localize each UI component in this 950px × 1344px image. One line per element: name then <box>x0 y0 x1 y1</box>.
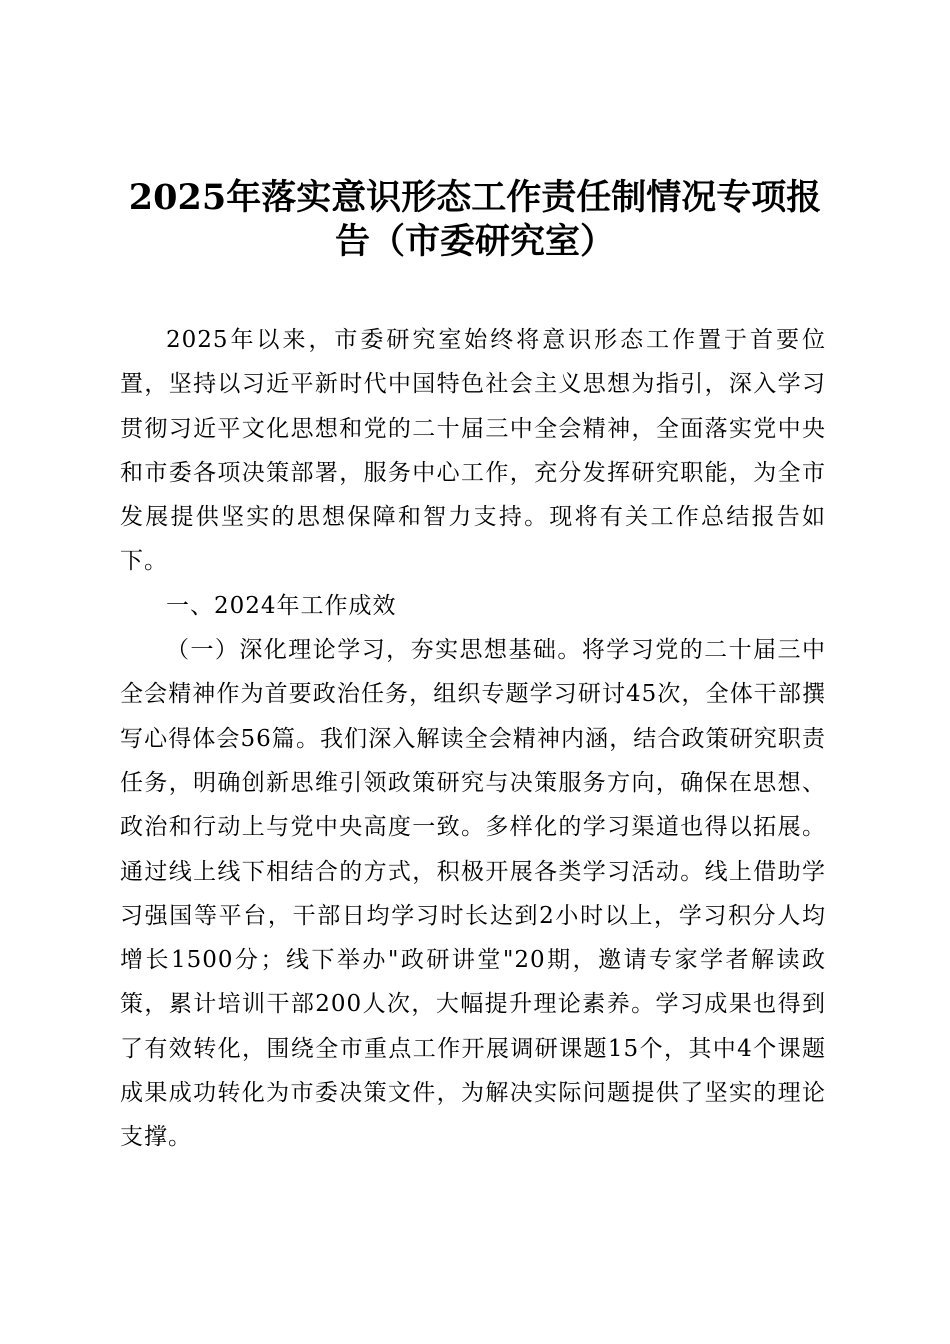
intro-paragraph: 2025年以来，市委研究室始终将意识形态工作置于首要位置，坚持以习近平新时代中国特色社会主义思想为指引，深入学习贯彻习近平文化思想和党的二十届三中全会精神，全面落实党中央和市委各项决策部署，服务中心工作，充分发挥研究职能，为全市发展提供坚实的思想保障和智力支持。现将有关工作总结报告如下。 <box>120 327 826 575</box>
document-body <box>120 318 826 1160</box>
document-title: 2025年落实意识形态工作责任制情况专项报告（市委研究室） <box>128 177 822 262</box>
section-item-paragraph: （一）深化理论学习，夯实思想基础。将学习党的二十届三中全会精神作为首要政治任务，组织专题学习研讨45次，全体干部撰写心得体会56篇。我们深入解读全会精神内涵，结合政策研究职责任务，明确创新思维引领政策研究与决策服务方向，确保在思想、政治和行动上与党中央高度一致。多样化的学习渠道也得以拓展。通过线上线下相结合的方式，积极开展各类学习活动。线上借助学习强国等平台，干部日均学习时长达到2小时以上，学习积分人均增长1500分；线下举办"政研讲堂"20期，邀请专家学者解读政策，累计培训干部200人次，大幅提升理论素养。学习成果也得到了有效转化，围绕全市重点工作开展调研课题15个，其中4个课题成果成功转化为市委决策文件，为解决实际问题提供了坚实的理论支撑。 <box>120 637 826 1151</box>
section-heading: 一、2024年工作成效 <box>166 592 397 619</box>
